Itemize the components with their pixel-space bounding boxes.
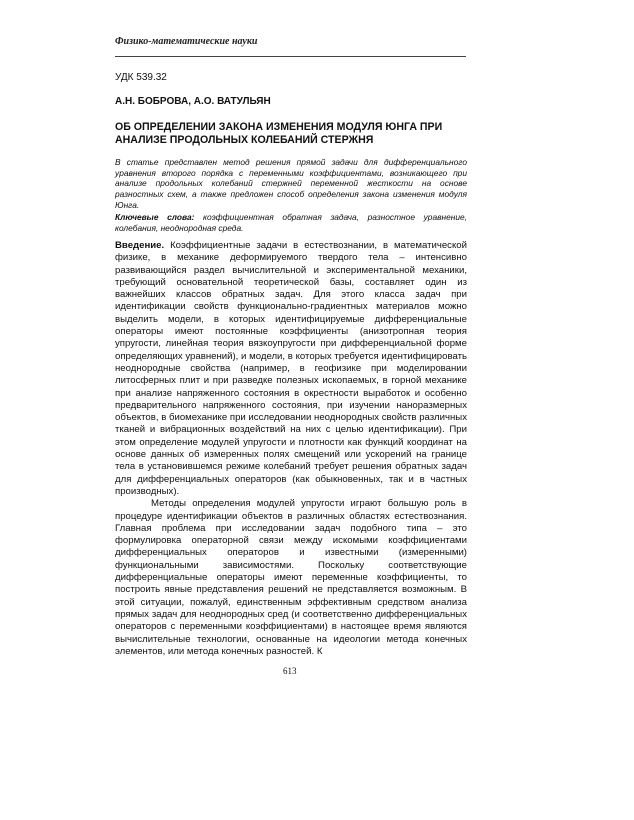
- paragraph-2: Методы определения модулей упругости играют большую роль в процедуре идентификации объектов в различных областях естествознания. Главная проблема при исследовании задач подобного типа – это формулировка операторной связи между искомыми коэффициентами дифференциальных операторов и известными (измеренными) функциональными зависимостями. Поскольку соответствующие дифференциальные операторы имеют переменные коэффициенты, то построить явные представления решений не представляется возможным. В этой ситуации, пожалуй, единственным эффективным средством анализа прямых задач для неоднородных сред (и соответственно дифференциальных операторов с переменными коэффициентами) в настоящее время являются вычислительные технологии, основанные на идеологии метода конечных элементов, или метода конечных разностей. К: [115, 498, 467, 657]
- keywords-text: коэффициентная обратная задача, разностное уравнение, колебания, неоднородная среда.: [115, 212, 468, 233]
- abstract: В статье представлен метод решения прямой задачи для дифференциального уравнения второго порядка с переменными коэффициентами, возникающего при анализе продольных колебаний стержней переменной жесткости на основе разностных схем, а также предложен способ определения закона изменения модуля Юнга.: [115, 157, 467, 210]
- udk-code: УДК 539.32: [115, 72, 167, 83]
- keywords-label: Ключевые слова:: [115, 212, 195, 222]
- keywords: [115, 212, 467, 233]
- running-head: Физико-математические науки: [115, 36, 258, 47]
- paragraph-1-text: Коэффициентные задачи в естествознании, в математической физике, в механике деформируемого твердого тела – интенсивно развивающийся раздел вычислительной и экспериментальной механики, требующий основательной теоретической базы, составляет один из важнейших классов обратных задач. Для этого класса задач при идентификации свойств функционально-градиентных материалов можно выделить модели, в которых идентифицируемые дифференциальные операторы имеют постоянные коэффициенты (анизотропная теория упругости, линейная теория вязкоупругости при дифференциальной форме определяющих уравнений), и модели, в которых требуется идентифицировать неоднородные свойства (например, в геофизике при моделировании литосферных плит и при разведке полезных ископаемых, в горной механике при анализе напряженного состояния в окрестности выработок и особенно предварительного напряженного состояния, при изучении наноразмерных объектов, в биомеханике при исследовании неоднородных свойств различных тканей и вибрационных воздействий на них с целью идентификации). При этом определение модулей упругости и плотности как функций координат на основе данных об измеренных полях смещений или ускорений на границе тела в установившемся режиме колебаний требует решения обратных задач для дифференциальных операторов (как обыкновенных, так и в частных производных).: [115, 240, 467, 497]
- article-title: ОБ ОПРЕДЕЛЕНИИ ЗАКОНА ИЗМЕНЕНИЯ МОДУЛЯ ЮНГА ПРИ АНАЛИЗЕ ПРОДОЛЬНЫХ КОЛЕБАНИЙ СТЕРЖНЯ: [115, 121, 443, 146]
- page-number: 613: [283, 666, 297, 676]
- header-rule: [115, 56, 466, 57]
- authors: А.Н. БОБРОВА, А.О. ВАТУЛЬЯН: [115, 96, 271, 107]
- paragraph-1: [115, 240, 467, 498]
- body-text: [115, 240, 467, 658]
- intro-heading: Введение.: [115, 240, 165, 251]
